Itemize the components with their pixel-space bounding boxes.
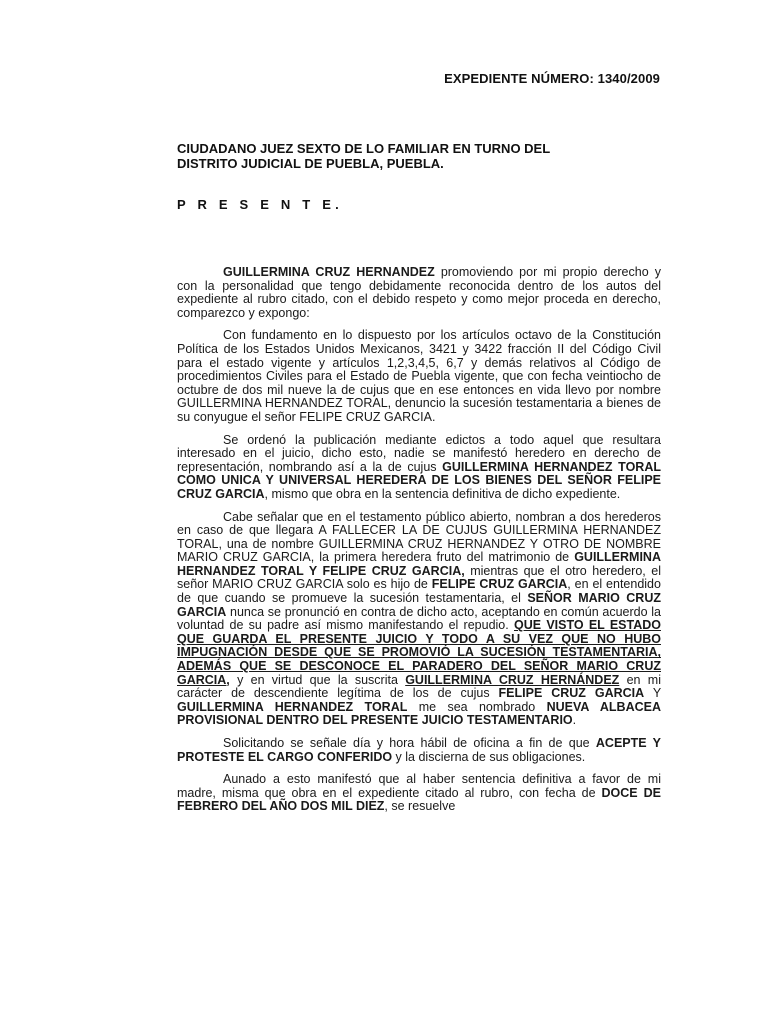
presente-heading: P R E S E N T E. [177, 197, 343, 212]
emphasized-text: GUILLERMINA CRUZ HERNÁNDEZ [405, 672, 620, 687]
emphasized-text: NUEVA ALBACEA PROVISIONAL DENTRO DEL PRESENTE JUICIO TESTAMENTARIO [177, 699, 661, 728]
addressee-block [177, 141, 657, 171]
text-run: , en el entendido de que cuando se promueve la sucesión testamentaria, el [177, 577, 661, 606]
addressee-line: CIUDADANO JUEZ SEXTO DE LO FAMILIAR EN TURNO DEL [177, 141, 551, 156]
emphasized-text: GUILLERMINA HERNANDEZ TORAL Y FELIPE CRUZ GARCIA, [177, 550, 661, 578]
emphasized-text: GUILLERMINA HERNANDEZ TORAL COMO UNICA Y UNIVERSAL HEREDERA DE LOS BIENES DEL SEÑOR FELIPE CRUZ GARCIA [177, 459, 661, 501]
emphasized-text: GUILLERMINA CRUZ HERNANDEZ [223, 265, 435, 279]
emphasized-text: DOCE DE FEBRERO DEL AÑO DOS MIL DIEZ [177, 785, 661, 814]
text-run: Solicitando se señale día y hora hábil de oficina a fin de que [223, 736, 596, 750]
body-paragraph [177, 329, 661, 424]
document-body [177, 266, 661, 823]
text-run: me sea nombrado [407, 699, 547, 714]
text-run: Aunado a esto manifestó que al haber sentencia definitiva a favor de mi madre, misma que obra en el expediente citado al rubro, con fecha de [177, 772, 661, 800]
text-run: , se resuelve [384, 799, 456, 814]
text-run: en mi carácter de descendiente legítima de los de cujus [177, 672, 661, 701]
emphasized-text: ACEPTE Y PROTESTE EL CARGO CONFERIDO [177, 736, 661, 764]
text-run: Con fundamento en lo dispuesto por los artículos octavo de la Constitución Política de los Estados Unidos Mexicanos, 3421 y 3422 fracción II del Código Civil para el estado vigente y artículos 1,2,3,4,5, 6,7 y demás relativos al Código de procedimientos Civiles para el Estado de Puebla vigente, que con fecha veintiocho de octubre de dos mil nueve la de cujus que en ese entonces en vida llevo por nombre GUILLERMINA HERNANDEZ TORAL, denuncio la sucesión testamentaria a bienes de su conyugue el señor FELIPE CRUZ GARCIA. [177, 328, 661, 424]
body-paragraph [177, 773, 661, 814]
text-run: Y [644, 686, 661, 701]
text-run: . [572, 713, 577, 728]
emphasized-text: FELIPE CRUZ GARCIA [431, 577, 568, 592]
emphasized-text: QUE VISTO EL ESTADO QUE GUARDA EL PRESENTE JUICIO Y TODO A SU VEZ QUE NO HUBO IMPUGNACIÓN DESDE QUE SE PROMOVIÓ LA SUCESIÓN TESTAMENTARIA, ADEMÁS QUE SE DESCONOCE EL PARADERO DEL SEÑOR MARIO CRUZ GARCIA, [177, 618, 661, 687]
case-number: EXPEDIENTE NÚMERO: 1340/2009 [444, 71, 660, 86]
emphasized-text: SEÑOR MARIO CRUZ GARCIA [177, 591, 661, 619]
text-run: Se ordenó la publicación mediante edictos a todo aquel que resultara interesado en el juicio, dicho esto, nadie se manifestó heredero en derecho de representación, nombrando así a la de cujus [177, 432, 661, 474]
emphasized-text: GUILLERMINA HERNANDEZ TORAL [177, 699, 408, 714]
text-run: promoviendo por mi propio derecho y con la personalidad que tengo debidamente reconocida dentro de los autos del expediente al rubro citado, con el debido respeto y como mejor proceda en derecho, comparezco y expongo: [177, 265, 661, 320]
text-run: y en virtud que la suscrita [229, 672, 406, 687]
text-run: nunca se pronunció en contra de dicho acto, aceptando en común acuerdo la voluntad de su padre así mismo manifestando el repudio. [177, 604, 661, 633]
addressee-line: DISTRITO JUDICIAL DE PUEBLA, PUEBLA. [177, 156, 444, 171]
body-paragraph [177, 266, 661, 320]
text-run: , mismo que obra en la sentencia definitiva de dicho expediente. [264, 486, 621, 501]
body-paragraph [177, 434, 661, 502]
emphasized-text: FELIPE CRUZ GARCIA [498, 686, 645, 701]
text-run: y la discierna de sus obligaciones. [392, 749, 586, 764]
body-paragraph [177, 511, 661, 729]
text-run: mientras que el otro heredero, el señor MARIO CRUZ GARCIA solo es hijo de [177, 563, 661, 592]
text-run: Cabe señalar que en el testamento público abierto, nombran a dos herederos en caso de que llegara A FALLECER LA DE CUJUS GUILLERMINA HERNANDEZ TORAL, una de nombre GUILLERMINA CRUZ HERNANDEZ Y OTRO DE NOMBRE MARIO CRUZ GARCIA, la primera heredera fruto del matrimonio de [177, 509, 661, 565]
body-paragraph [177, 737, 661, 764]
